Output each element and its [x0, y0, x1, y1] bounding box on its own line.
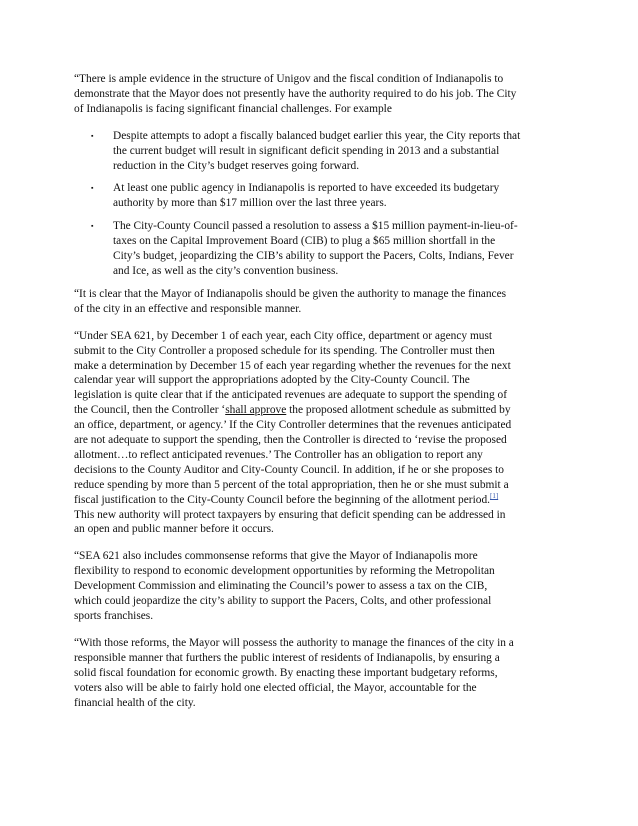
text-line: sports franchises. — [74, 610, 154, 622]
intro-paragraph — [74, 72, 562, 117]
paragraph-sea-621 — [74, 329, 562, 538]
text-line: which could jeopardize the city’s ability to support the Pacers, Colts, and other professional — [74, 595, 492, 608]
text-line: an open and public manner before it occurs. — [74, 523, 274, 536]
text-line: “Under SEA 621, by December 1 of each year, each City office, department or agency must — [74, 329, 493, 342]
text-line: make a determination by December 15 of each year regarding whether the revenues for the next — [74, 359, 511, 372]
bullet-item-budget-deficit — [74, 129, 562, 174]
text-line: At least one public agency in Indianapolis is reported to have exceeded its budgetary — [113, 182, 500, 195]
text-line: voters also will be able to fairly hold one elected official, the Mayor, accountable for the — [74, 681, 477, 694]
text-line: The City-County Council passed a resolution to assess a $15 million payment-in-lieu-of- — [113, 220, 518, 233]
paragraph-conclusion — [74, 636, 562, 711]
text-line: of the city in an effective and responsible manner. — [74, 302, 302, 315]
text-line: “With those reforms, the Mayor will possess the authority to manage the finances of the city in a — [74, 636, 514, 649]
text-line: “It is clear that the Mayor of Indianapolis should be given the authority to manage the finances — [74, 287, 507, 300]
text-line: “SEA 621 also includes commonsense reforms that give the Mayor of Indianapolis more — [74, 550, 478, 563]
text-line: “There is ample evidence in the structure of Unigov and the fiscal condition of Indianapolis to — [74, 73, 504, 85]
footnote-link[interactable]: [1] — [490, 491, 499, 500]
text-line: Development Commission and eliminating the Council’s power to assess a tax on the CIB, — [74, 580, 488, 593]
paragraph-commonsense-reforms — [74, 549, 562, 624]
text-line: City’s budget, jeopardizing the CIB’s ability to support the Pacers, Colts, Indians, Fever — [113, 250, 514, 263]
bullet-icon: ▪ — [91, 131, 94, 140]
text-line: flexibility to respond to economic development opportunities by reforming the Metropolitan — [74, 565, 495, 578]
text-segment: the Council, then the Controller ‘ — [74, 404, 226, 417]
bullet-icon: ▪ — [91, 184, 94, 193]
text-line: authority by more than $17 million over the last three years. — [113, 197, 387, 210]
text-line: solid fiscal foundation for economic growth. By enacting these important budgetary reforms, — [74, 666, 498, 679]
document-page — [74, 72, 562, 722]
text-line: taxes on the Capital Improvement Board (CIB) to plug a $65 million shortfall in the — [113, 235, 496, 248]
text-line: reduce spending by more than 5 percent of the total appropriation, then he or she must submit a — [74, 478, 509, 491]
text-line — [74, 403, 562, 418]
bullet-item-agency-overspend — [74, 181, 562, 211]
text-segment: fiscal justification to the City-County Council before the beginning of the allotment period. — [74, 493, 490, 506]
text-segment: the proposed allotment schedule as submitted by — [286, 404, 511, 417]
text-line: submit to the City Controller a proposed schedule for its spending. The Controller must then — [74, 344, 495, 357]
text-line: responsible manner that furthers the public interest of residents of Indianapolis, by ensuring a — [74, 651, 500, 664]
text-line: legislation is quite clear that if the anticipated revenues are adequate to support the spending of — [74, 389, 508, 402]
bullet-icon: ▪ — [91, 222, 94, 231]
bullet-list — [74, 129, 562, 279]
text-line: financial health of the city. — [74, 696, 196, 709]
underlined-phrase: shall approve — [225, 404, 287, 417]
text-line: are not adequate to support the spending, then the Controller is directed to ‘revise the proposed — [74, 434, 507, 447]
text-line: demonstrate that the Mayor does not presently have the authority required to do his job. The City — [74, 87, 517, 100]
text-line: calendar year will support the appropriations adopted by the City-County Council. The — [74, 374, 470, 387]
text-line: and Ice, as well as the city’s convention business. — [113, 264, 339, 277]
text-line — [74, 493, 562, 508]
bullet-item-cib-resolution — [74, 219, 562, 279]
text-line: reduction in the City’s budget reserves going forward. — [113, 159, 360, 172]
paragraph-mayor-authority — [74, 287, 562, 317]
text-line: This new authority will protect taxpayers by ensuring that deficit spending can be addressed in — [74, 508, 506, 521]
text-line: allotment…to reflect anticipated revenues.’ The Controller has an obligation to report any — [74, 448, 483, 461]
text-line: decisions to the County Auditor and City-County Council. In addition, if he or she proposes to — [74, 463, 504, 476]
text-line: an office, department, or agency.’ If the City Controller determines that the revenues anticipated — [74, 419, 512, 432]
text-line: of Indianapolis is facing significant financial challenges. For example — [74, 102, 392, 115]
text-line: Despite attempts to adopt a fiscally balanced budget earlier this year, the City reports that — [113, 129, 521, 142]
text-line: the current budget will result in significant deficit spending in 2013 and a substantial — [113, 144, 500, 157]
